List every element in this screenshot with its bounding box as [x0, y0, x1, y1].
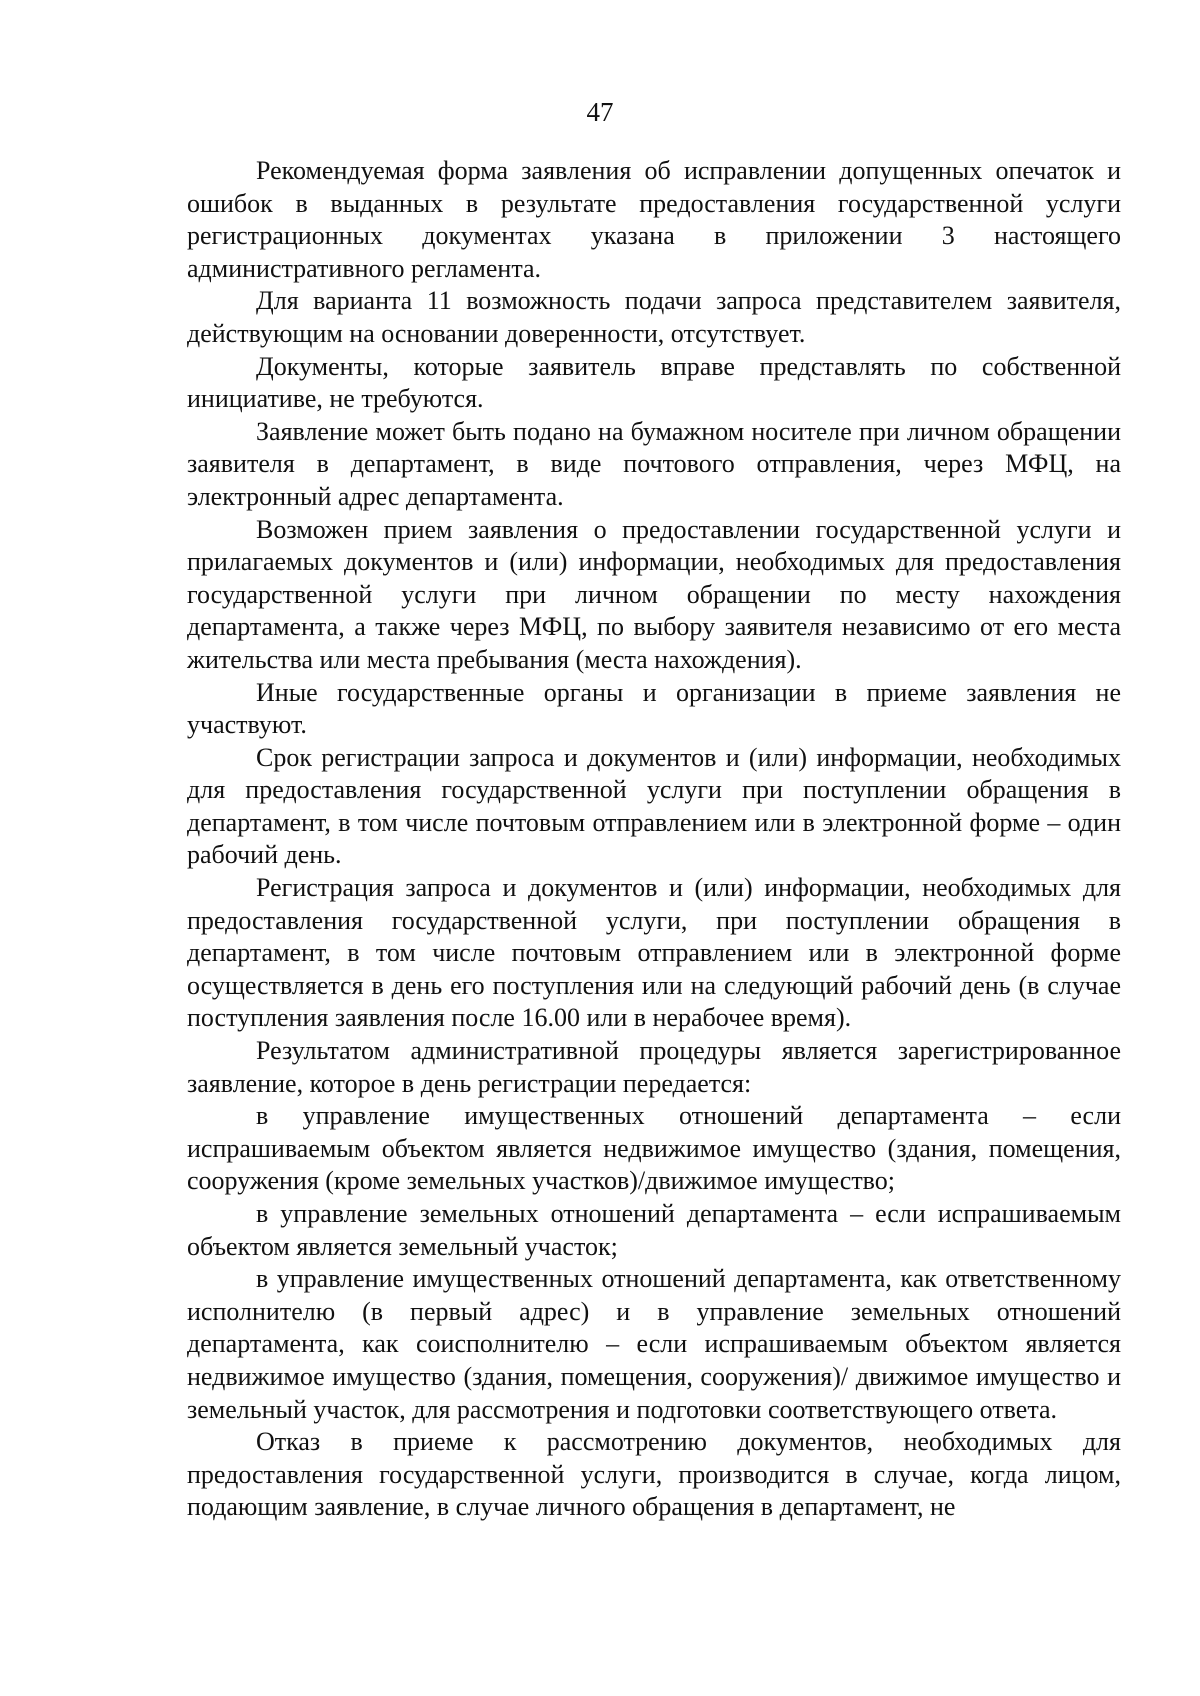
paragraph-reception-options: Возможен прием заявления о предоставлении государственной услуги и прилагаемых документов и (или) информации, необходимых для предоставления государственной услуги при личном обращении по месту нахождения департамента, а также через МФЦ, по выбору заявителя независимо от его места жительства или места пребывания (места нахождения).	[187, 514, 1121, 674]
paragraph-submission-methods: Заявление может быть подано на бумажном носителе при личном обращении заявителя в департамент, в виде почтового отправления, через МФЦ, на электронный адрес департамента.	[187, 416, 1121, 511]
paragraph-optional-documents: Документы, которые заявитель вправе представлять по собственной инициативе, не требуются.	[187, 351, 1121, 414]
paragraph-procedure-result: Результатом административной процедуры является зарегистрированное заявление, которое в день регистрации передается:	[187, 1036, 1121, 1098]
paragraph-registration-procedure: Регистрация запроса и документов и (или) информации, необходимых для предоставления государственной услуги, при поступлении обращения в департамент, в том числе почтовым отправлением или в электронной форме осуществляется в день его поступления или на следующий рабочий день (в случае поступления заявления после 16.00 или в нерабочее время).	[187, 873, 1121, 1033]
paragraph-registration-term: Срок регистрации запроса и документов и (или) информации, необходимых для предоставления государственной услуги при поступлении обращения в департамент, в том числе почтовым отправлением или в электронной форме – один рабочий день.	[187, 742, 1121, 870]
paragraph-correction-form: Рекомендуемая форма заявления об исправлении допущенных опечаток и ошибок в выданных в результате предоставления государственной услуги регистрационных документах указана в приложении 3 настоящего административного регламента.	[187, 156, 1121, 283]
paragraph-joint-review: в управление имущественных отношений департамента, как ответственному исполнителю (в первый адрес) и в управление земельных отношений департамента, как соисполнителю – если испрашиваемым объектом является недвижимое имущество (здания, помещения, сооружения)/ движимое имущество и земельный участок, для рассмотрения и подготовки соответствующего ответа.	[187, 1264, 1121, 1424]
paragraph-property-department: в управление имущественных отношений департамента – если испрашиваемым объектом является недвижимое имущество (здания, помещения, сооружения (кроме земельных участков)/движимое имущество;	[187, 1101, 1121, 1196]
page-number: 47	[586, 97, 614, 127]
paragraph-variant-11: Для варианта 11 возможность подачи запроса представителем заявителя, действующим на основании доверенности, отсутствует.	[187, 286, 1121, 348]
paragraph-other-organs: Иные государственные органы и организации в приеме заявления не участвуют.	[187, 677, 1121, 740]
paragraph-refusal: Отказ в приеме к рассмотрению документов, необходимых для предоставления государственной услуги, производится в случае, когда лицом, подающим заявление, в случае личного обращения в департамент, не	[187, 1427, 1121, 1522]
paragraph-land-department: в управление земельных отношений департамента – если испрашиваемым объектом является земельный участок;	[187, 1199, 1121, 1261]
document-body	[187, 155, 1121, 1524]
